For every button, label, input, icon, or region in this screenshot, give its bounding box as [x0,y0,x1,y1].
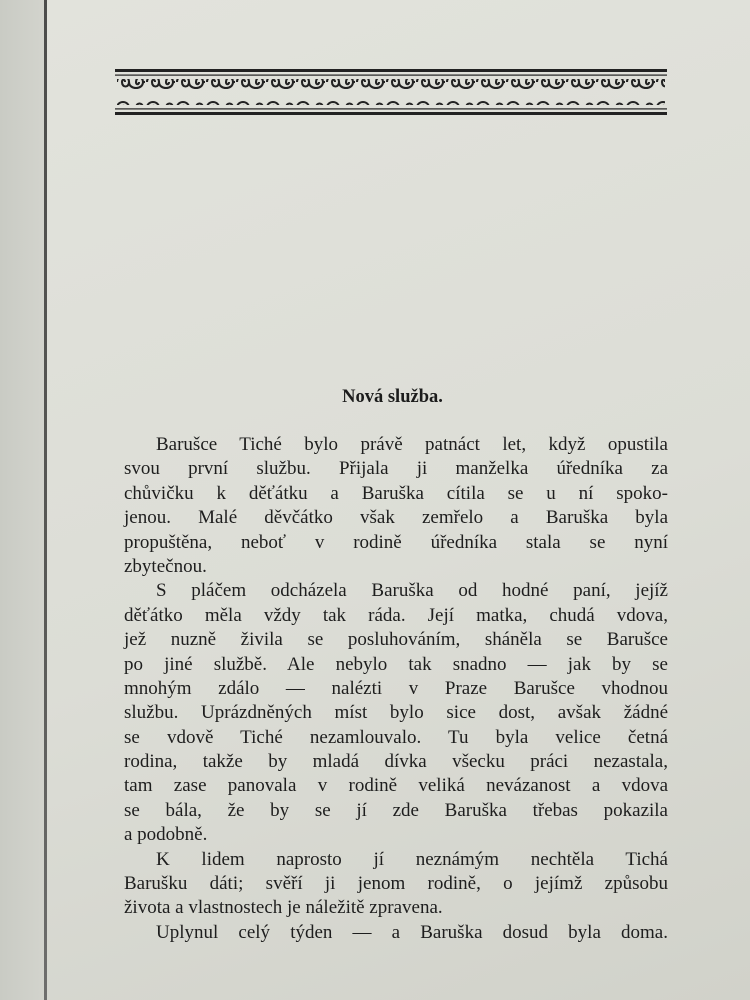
text-line: tam zase panovala v rodině veliká nevázanost a vdova [124,775,668,797]
chapter-text [124,433,668,945]
text-line: Barušku dáti; svěří ji jenom rodině, o jejímž způsobu [124,873,668,895]
text-line: mnohým zdálo — nalézti v Praze Barušce vhodnou [124,677,668,699]
text-line: po jiné službě. Ale nebylo tak snadno — jak by se [124,653,668,675]
chapter-title: Nová služba. [342,387,443,407]
text-line: děťátko měla vždy tak ráda. Její matka, chudá vdova, [124,604,668,626]
ornamental-border-icon [115,69,667,115]
text-line: propuštěna, neboť v rodině úředníka stala se nyní [124,531,668,553]
text-line: službu. Uprázdněných míst bylo sice dost, avšak žádné [124,702,668,724]
text-line: jež nuzně živila se posluhováním, sháněla se Barušce [124,629,668,651]
text-line: rodina, takže by mladá dívka všecku práci nezastala, [124,751,668,773]
text-line: S pláčem odcházela Baruška od hodné paní, jejíž [156,580,668,602]
text-line: se vdově Tiché nezamlouvalo. Tu byla velice četná [124,726,668,748]
text-line: chůvičku k děťátku a Baruška cítila se u ní spoko- [124,482,668,504]
text-line: K lidem naprosto jí neznámým nechtěla Tichá [156,848,668,870]
text-line: života a vlastnostech je náležitě zpravena. [124,897,443,919]
text-line: zbytečnou. [124,555,207,577]
text-line: a podobně. [124,824,208,846]
text-line: Barušce Tiché bylo právě patnáct let, když opustila [156,434,668,455]
text-line: svou první službu. Přijala ji manželka úředníka za [124,458,668,480]
text-line: se bála, že by se jí zde Baruška třebas pokazila [124,799,668,821]
text-line: jenou. Malé děvčátko však zemřelo a Baruška byla [124,507,668,529]
left-margin [0,0,46,1000]
text-line: Uplynul celý týden — a Baruška dosud byla doma. [156,921,668,943]
